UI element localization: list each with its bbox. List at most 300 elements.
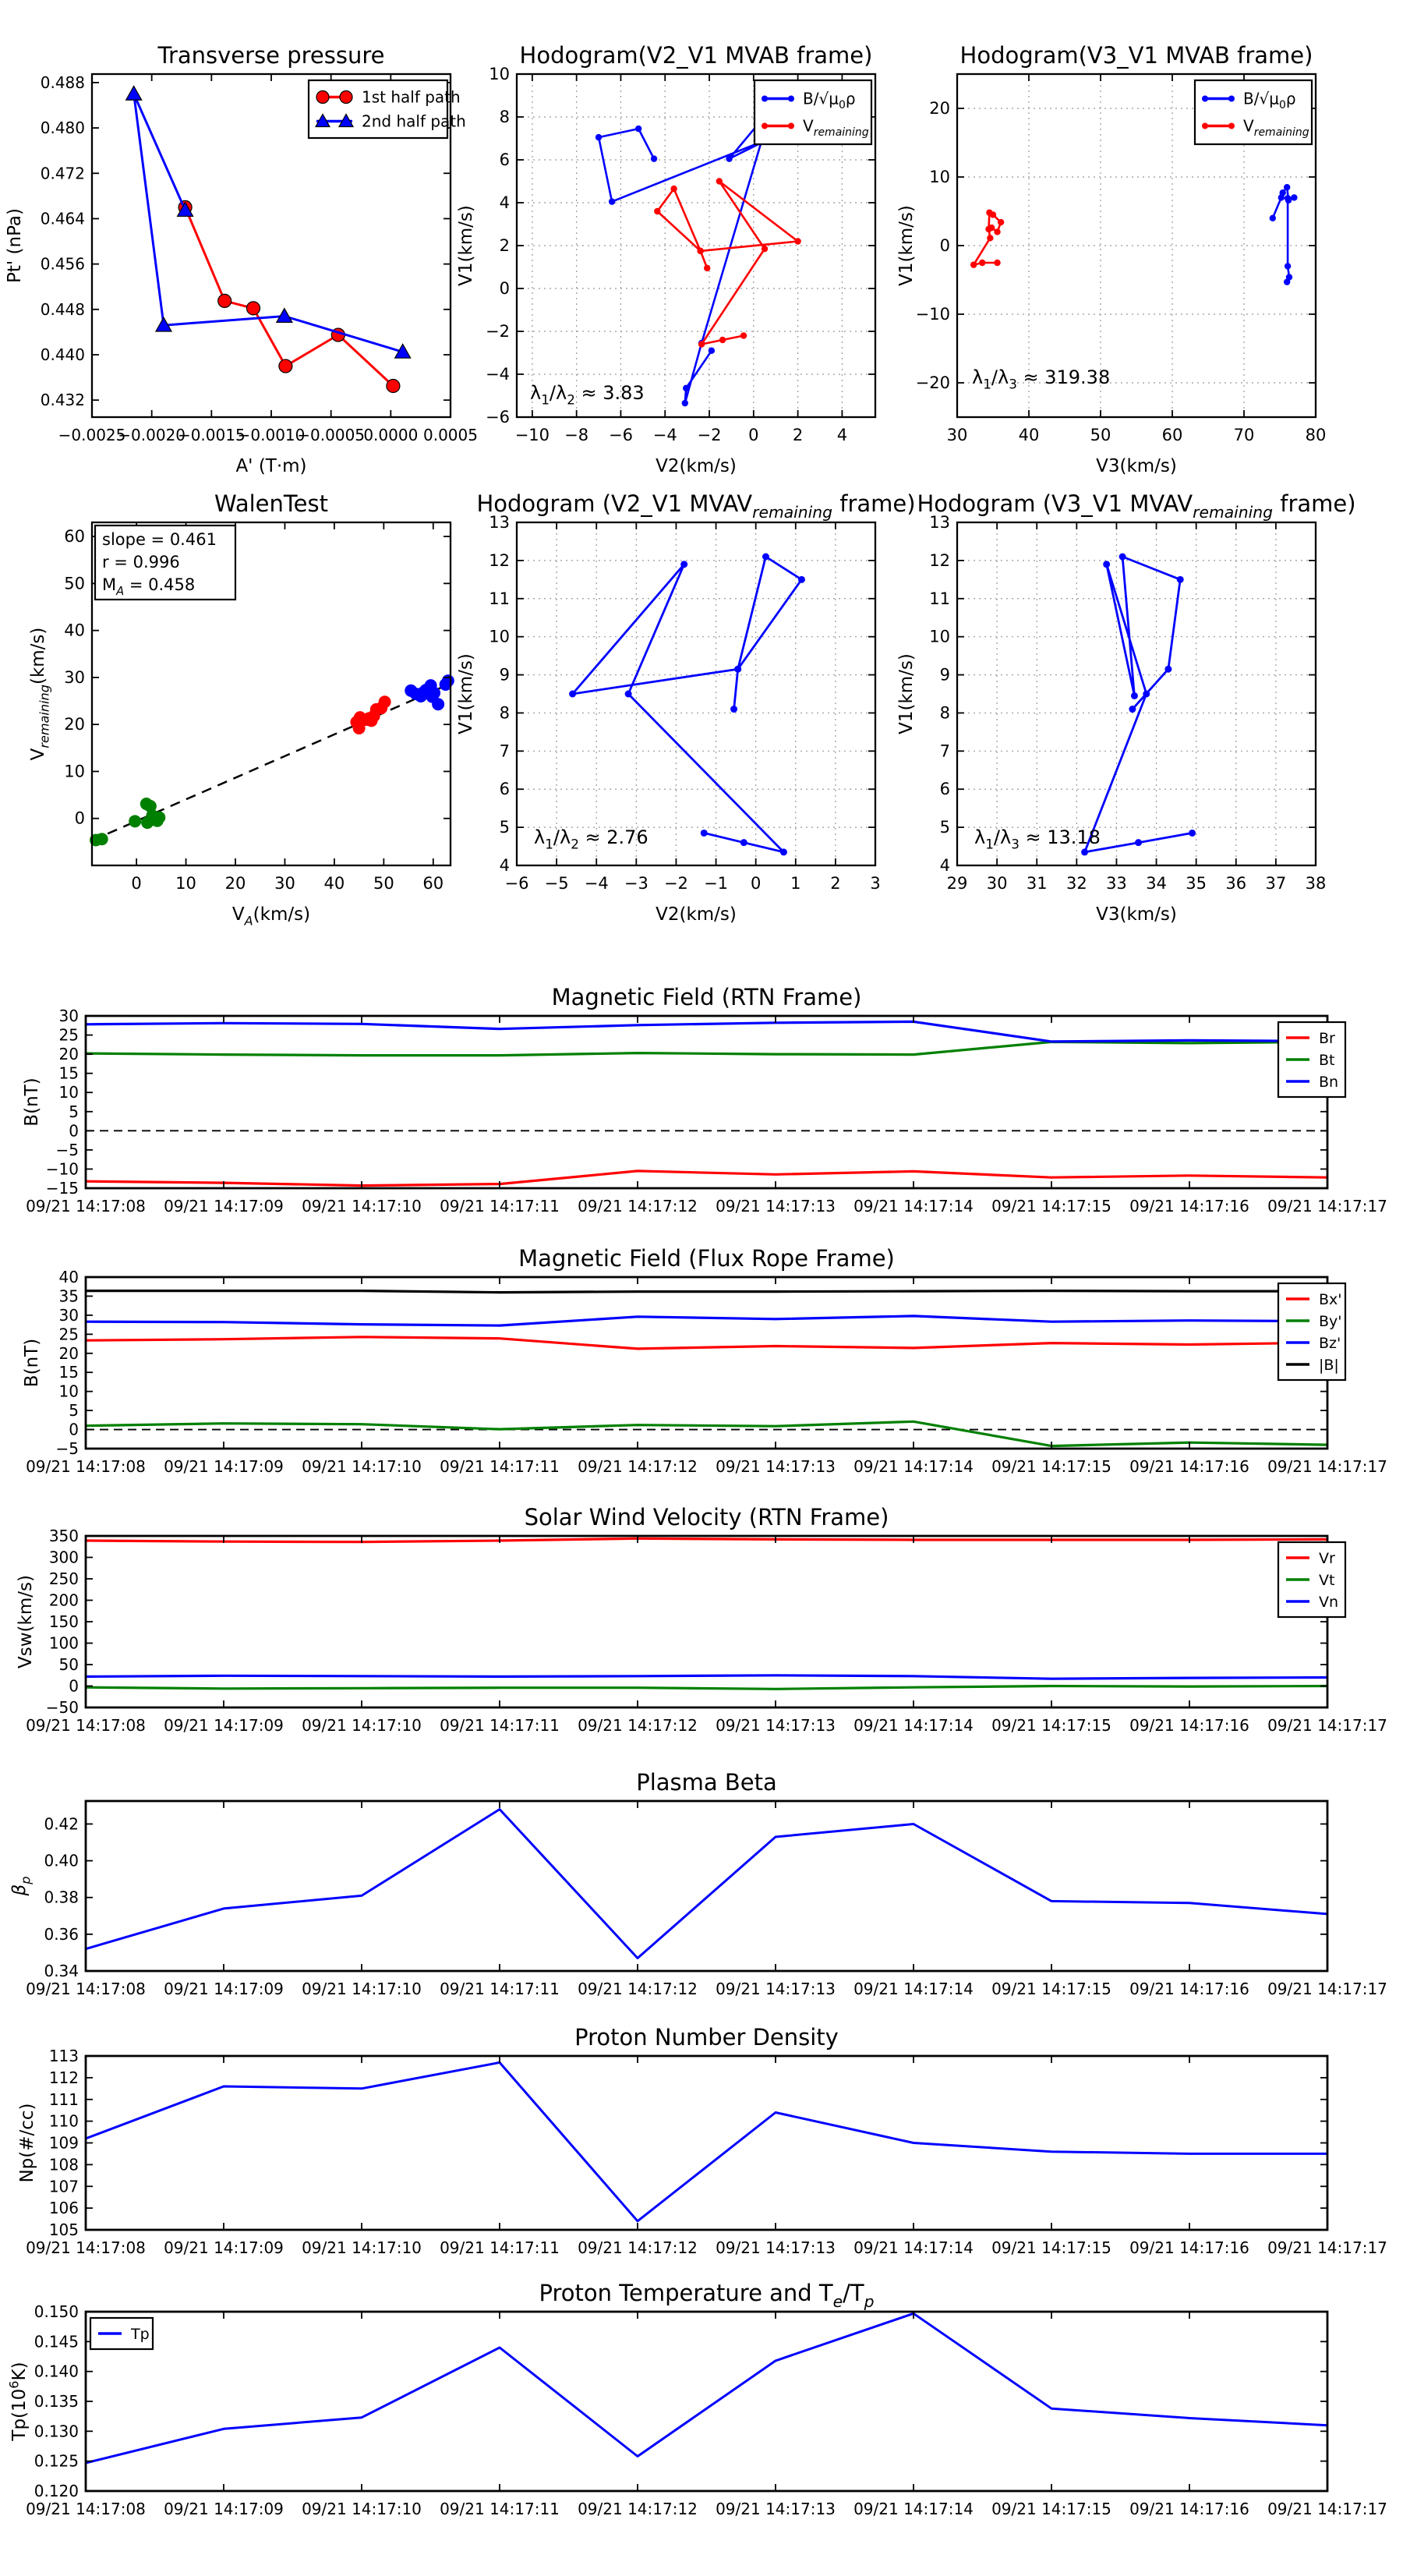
x-tick-label: −0.0005 — [297, 426, 366, 444]
x-tick-label: 09/21 14:17:17 — [1267, 2238, 1387, 2257]
plot-title: Transverse pressure — [157, 42, 385, 69]
point-marker — [651, 155, 657, 161]
magnetic-field-rtn-plot — [22, 984, 1387, 1215]
y-tick-label: 60 — [64, 527, 85, 547]
x-tick-label: −4 — [584, 874, 609, 893]
point-marker — [1279, 189, 1285, 196]
series-line — [86, 1021, 1327, 1042]
x-tick-label: 09/21 14:17:14 — [853, 1980, 974, 1998]
y-tick-label: 10 — [64, 762, 85, 781]
plot-title: Solar Wind Velocity (RTN Frame) — [524, 1504, 889, 1530]
x-tick-label: 09/21 14:17:12 — [578, 2500, 698, 2518]
legend-label: Bz' — [1319, 1335, 1341, 1352]
point-marker — [635, 126, 641, 132]
y-tick-label: 350 — [48, 1527, 79, 1545]
x-tick-label: 09/21 14:17:08 — [26, 1457, 146, 1476]
y-tick-label: 13 — [929, 513, 950, 532]
series-bz- — [86, 1316, 1327, 1325]
point-marker — [762, 123, 768, 129]
x-tick-label: 09/21 14:17:09 — [164, 2238, 284, 2257]
x-tick-label: 09/21 14:17:12 — [578, 1197, 698, 1215]
x-tick-label: −10 — [514, 426, 550, 444]
plot-title: Hodogram(V3_V1 MVAB frame) — [959, 42, 1313, 69]
point-marker — [316, 91, 329, 104]
x-tick-label: 09/21 14:17:15 — [991, 2500, 1111, 2518]
ticks — [86, 2312, 1327, 2491]
point-marker — [709, 348, 715, 354]
y-tick-label: 30 — [58, 1305, 79, 1325]
point-marker — [625, 691, 632, 698]
point-marker — [387, 380, 400, 393]
y-tick-label: 25 — [58, 1325, 79, 1344]
y-tick-label: 50 — [58, 1655, 79, 1674]
y-axis-label: Np(#/cc) — [17, 2103, 37, 2183]
y-tick-label: 200 — [48, 1591, 79, 1610]
y-tick-label: 6 — [939, 780, 950, 799]
y-tick-label: 0.488 — [40, 73, 85, 92]
annotation: $\lambda_1/\lambda_3 \approx 13.18$ — [974, 826, 1101, 852]
x-tick-label: 40 — [323, 874, 345, 893]
point-marker — [697, 248, 703, 254]
series-line — [86, 1337, 1327, 1349]
y-tick-label: 0.130 — [34, 2422, 79, 2441]
point-marker — [798, 576, 805, 583]
magnetic-field-fluxrope-plot — [22, 1245, 1387, 1476]
x-tick-label: −2 — [663, 874, 688, 893]
series-b-sqrt-mu0-rho- — [1270, 184, 1298, 285]
point-marker — [1131, 692, 1138, 699]
x-tick-label: 09/21 14:17:16 — [1129, 1980, 1249, 1998]
x-tick-label: −5 — [544, 874, 569, 893]
x-tick-label: 09/21 14:17:17 — [1267, 1980, 1387, 1998]
point-marker — [704, 265, 710, 271]
y-tick-label: 5 — [69, 1102, 79, 1121]
y-tick-label: 250 — [48, 1569, 79, 1588]
x-tick-label: 37 — [1265, 874, 1287, 893]
point-marker — [1228, 123, 1235, 129]
x-tick-label: 0 — [131, 874, 142, 893]
x-tick-label: 09/21 14:17:09 — [164, 1716, 284, 1735]
x-axis-label: V3(km/s) — [1096, 904, 1177, 925]
y-tick-label: 300 — [48, 1548, 79, 1567]
y-tick-label: 10 — [929, 627, 950, 646]
point-marker — [740, 839, 747, 846]
point-marker — [716, 178, 723, 184]
y-tick-label: −10 — [45, 1159, 79, 1179]
y-tick-label: 0.464 — [40, 209, 85, 228]
series-v-remaining — [970, 210, 1004, 268]
y-tick-label: 2 — [499, 236, 510, 255]
point-marker — [340, 91, 352, 104]
x-tick-label: 09/21 14:17:16 — [1129, 2500, 1249, 2518]
legend-label: Br — [1319, 1030, 1335, 1047]
y-tick-label: 108 — [48, 2155, 79, 2174]
x-tick-label: 60 — [1161, 426, 1183, 444]
x-tick-label: 60 — [422, 874, 444, 893]
x-tick-label: 09/21 14:17:13 — [716, 1980, 836, 1998]
y-tick-label: 0.125 — [34, 2451, 79, 2471]
ticks — [86, 2056, 1327, 2230]
y-tick-label: 15 — [58, 1363, 79, 1382]
point-marker — [1202, 123, 1208, 129]
y-tick-label: 11 — [489, 589, 510, 608]
series-vr — [86, 1538, 1327, 1541]
series--b- — [86, 1291, 1327, 1293]
y-tick-label: 0.472 — [40, 164, 85, 183]
y-tick-label: 10 — [929, 168, 950, 186]
y-tick-label: 6 — [499, 780, 510, 799]
x-tick-label: 2 — [792, 426, 804, 444]
point-marker — [734, 666, 741, 673]
y-tick-label: 20 — [929, 99, 950, 118]
y-tick-label: 0.480 — [40, 119, 85, 138]
x-tick-label: 34 — [1146, 874, 1167, 893]
annotation: $\lambda_1/\lambda_2 \approx 2.76$ — [534, 826, 648, 852]
point-marker — [218, 294, 231, 307]
plot-title: Magnetic Field (Flux Rope Frame) — [518, 1245, 895, 1272]
y-tick-label: 4 — [939, 856, 950, 875]
y-tick-label: 12 — [929, 550, 950, 570]
point-marker — [1129, 706, 1136, 713]
point-marker — [762, 96, 768, 102]
series-bx- — [86, 1337, 1327, 1349]
x-tick-label: 09/21 14:17:16 — [1129, 1716, 1249, 1735]
legend-label: Vr — [1319, 1550, 1335, 1567]
legend-label: $B/√\mu_0\rho$ — [1243, 89, 1296, 112]
y-tick-label: 0 — [74, 809, 85, 828]
y-tick-label: 0.120 — [34, 2482, 79, 2500]
y-tick-label: 20 — [64, 715, 85, 734]
x-tick-label: 0.0000 — [363, 426, 419, 444]
series-line — [86, 1316, 1327, 1325]
series-beta-p — [86, 1810, 1327, 1959]
x-tick-label: 3 — [870, 874, 881, 893]
y-tick-label: 5 — [939, 818, 950, 837]
y-tick-label: 0.36 — [44, 1924, 79, 1944]
series-vn — [86, 1675, 1327, 1679]
point-marker — [569, 691, 576, 698]
y-tick-label: 4 — [499, 856, 510, 875]
x-tick-label: 38 — [1305, 874, 1327, 893]
point-marker — [998, 219, 1004, 225]
y-axis-label: V1(km/s) — [896, 205, 917, 286]
x-axis-label: V2(km/s) — [656, 904, 737, 925]
y-tick-label: 0.456 — [40, 254, 85, 274]
x-tick-label: 33 — [1106, 874, 1127, 893]
x-tick-label: 0.0005 — [423, 426, 478, 444]
x-tick-label: 09/21 14:17:11 — [440, 1716, 560, 1735]
point-marker — [1285, 263, 1291, 269]
x-axis-label: A' (T·m) — [235, 456, 307, 476]
y-tick-label: 5 — [69, 1401, 79, 1421]
y-tick-label: 110 — [48, 2111, 79, 2131]
y-axis-label: Vsw(km/s) — [16, 1575, 36, 1668]
point-marker — [701, 830, 708, 837]
x-tick-label: 09/21 14:17:17 — [1267, 1197, 1387, 1215]
y-tick-label: 0.150 — [34, 2302, 79, 2321]
x-tick-label: 09/21 14:17:10 — [302, 2500, 422, 2518]
point-marker — [1202, 96, 1208, 102]
point-marker — [1177, 576, 1184, 583]
solar-wind-velocity-plot — [16, 1504, 1387, 1735]
y-tick-label: 0 — [69, 1676, 79, 1696]
point-marker — [730, 706, 737, 713]
plot-title: Hodogram(V2_V1 MVAB frame) — [519, 42, 873, 69]
y-tick-label: 0.34 — [44, 1962, 79, 1980]
y-tick-label: −5 — [55, 1140, 79, 1159]
y-tick-label: 8 — [939, 703, 950, 723]
point-marker — [1270, 215, 1276, 221]
y-axis-label: Pt' (nPa) — [5, 208, 25, 283]
point-marker — [609, 198, 615, 204]
y-tick-label: 30 — [64, 667, 85, 687]
x-tick-label: 09/21 14:17:08 — [26, 2500, 146, 2518]
x-tick-label: 09/21 14:17:13 — [716, 1716, 836, 1735]
y-tick-label: 40 — [64, 621, 85, 640]
triangle-marker — [277, 309, 292, 323]
walen-test-plot — [28, 490, 454, 928]
x-tick-label: 50 — [373, 874, 394, 893]
series-cluster-1 — [90, 798, 165, 846]
x-axis-label: V3(km/s) — [1096, 456, 1177, 476]
transverse-pressure-plot — [5, 42, 478, 476]
series-line — [573, 557, 802, 852]
point-marker — [1291, 194, 1297, 200]
x-tick-label: 09/21 14:17:11 — [440, 1457, 560, 1476]
legend-label: Bt — [1319, 1052, 1335, 1069]
y-tick-label: 20 — [58, 1343, 79, 1363]
y-tick-label: 7 — [499, 741, 510, 761]
y-tick-label: −15 — [45, 1179, 79, 1198]
y-tick-label: 8 — [499, 703, 510, 723]
point-marker — [1081, 848, 1088, 855]
y-tick-label: 50 — [64, 574, 85, 593]
series-b-sqrt-mu0-rho- — [595, 105, 775, 407]
y-tick-label: 105 — [48, 2220, 79, 2239]
series-line — [657, 182, 797, 345]
series-line — [86, 1171, 1327, 1186]
x-tick-label: 09/21 14:17:14 — [853, 1716, 974, 1735]
y-tick-label: 25 — [58, 1025, 79, 1045]
y-axis-label: $\beta_p$ — [9, 1876, 34, 1896]
x-tick-label: 09/21 14:17:14 — [853, 1457, 974, 1476]
point-marker — [247, 302, 260, 315]
x-tick-label: −0.0020 — [118, 426, 186, 444]
x-tick-label: −0.0025 — [58, 426, 126, 444]
y-tick-label: 0.42 — [44, 1814, 79, 1834]
point-marker — [979, 260, 985, 266]
x-tick-label: 09/21 14:17:15 — [991, 1197, 1111, 1215]
y-tick-label: −2 — [486, 322, 510, 341]
y-tick-label: 0 — [69, 1121, 79, 1141]
x-tick-label: 30 — [946, 426, 968, 444]
x-tick-label: 09/21 14:17:10 — [302, 2238, 422, 2257]
y-tick-label: 10 — [489, 65, 510, 83]
series-line — [86, 1538, 1327, 1541]
x-tick-label: 09/21 14:17:11 — [440, 1980, 560, 1998]
x-tick-label: 09/21 14:17:10 — [302, 1716, 422, 1735]
y-tick-label: −6 — [486, 408, 510, 426]
series-bn — [86, 1021, 1327, 1042]
x-tick-label: 50 — [1090, 426, 1111, 444]
point-marker — [1228, 96, 1235, 102]
x-tick-label: 0 — [748, 426, 759, 444]
y-axis-label: B(nT) — [22, 1077, 42, 1127]
legend-label: 1st half path — [362, 87, 461, 107]
point-marker — [428, 687, 440, 699]
plot-title: WalenTest — [214, 490, 328, 517]
x-tick-label: 10 — [175, 874, 196, 893]
point-marker — [279, 359, 292, 373]
x-tick-label: 09/21 14:17:09 — [164, 1197, 284, 1215]
x-tick-label: 09/21 14:17:12 — [578, 1980, 698, 1998]
triangle-marker — [126, 86, 142, 100]
series-np — [86, 2062, 1327, 2220]
y-tick-label: 0 — [939, 236, 950, 255]
y-tick-label: 150 — [48, 1612, 79, 1631]
x-tick-label: −1 — [704, 874, 729, 893]
x-tick-label: 20 — [224, 874, 246, 893]
plot-title: Proton Temperature and $T_e/T_p$ — [539, 2280, 875, 2312]
x-tick-label: −2 — [697, 426, 722, 444]
series-br — [86, 1171, 1327, 1186]
point-marker — [151, 815, 164, 827]
x-tick-label: 09/21 14:17:08 — [26, 2238, 146, 2257]
series-line — [86, 1042, 1327, 1055]
y-tick-label: 0.38 — [44, 1888, 79, 1907]
x-tick-label: 09/21 14:17:14 — [853, 2238, 974, 2257]
y-tick-label: 0 — [69, 1420, 79, 1439]
point-marker — [762, 246, 768, 252]
point-marker — [1189, 830, 1196, 837]
x-tick-label: −6 — [504, 874, 529, 893]
series-line — [86, 1810, 1327, 1959]
point-marker — [740, 332, 747, 338]
legend-label: Bx' — [1319, 1291, 1342, 1308]
proton-density-plot — [17, 2024, 1387, 2257]
series-line — [1085, 557, 1193, 852]
x-tick-label: 32 — [1066, 874, 1087, 893]
series-tp — [86, 2313, 1327, 2463]
point-marker — [990, 211, 996, 218]
legend-label: Vn — [1319, 1594, 1339, 1611]
point-marker — [1284, 278, 1290, 285]
legend-label: $V_{remaining}$ — [1243, 116, 1309, 140]
x-tick-label: 35 — [1186, 874, 1207, 893]
x-tick-label: 09/21 14:17:17 — [1267, 2500, 1387, 2518]
hodogram-v3v1-mvab-plot — [896, 42, 1326, 476]
legend-label: Tp — [131, 2326, 150, 2343]
y-tick-label: 6 — [499, 150, 510, 169]
point-marker — [682, 400, 688, 406]
x-tick-label: 09/21 14:17:17 — [1267, 1457, 1387, 1476]
x-tick-label: 09/21 14:17:10 — [302, 1980, 422, 1998]
x-tick-label: 09/21 14:17:12 — [578, 1716, 698, 1735]
series-v-remaining — [654, 178, 801, 347]
y-tick-label: 40 — [58, 1268, 79, 1286]
x-tick-label: 36 — [1225, 874, 1247, 893]
y-tick-label: 100 — [48, 1633, 79, 1653]
axes-frame — [86, 2056, 1327, 2230]
y-tick-label: 0.135 — [34, 2392, 79, 2411]
annotation: $\lambda_1/\lambda_3 \approx 319.38$ — [972, 366, 1111, 392]
x-tick-label: 30 — [986, 874, 1008, 893]
y-tick-label: 35 — [58, 1286, 79, 1306]
x-tick-label: 09/21 14:17:12 — [578, 2238, 698, 2257]
legend-label: $V_{remaining}$ — [803, 116, 869, 140]
x-tick-label: 09/21 14:17:13 — [716, 1197, 836, 1215]
point-marker — [1284, 184, 1290, 190]
series-line — [86, 1291, 1327, 1293]
series-line — [86, 1675, 1327, 1679]
y-tick-label: 0.448 — [40, 299, 85, 319]
series-line — [86, 2062, 1327, 2220]
plot-title: Hodogram (V2_V1 $MVAV_{remaining}$ frame) — [476, 490, 916, 522]
point-marker — [788, 96, 794, 102]
plot-title: Proton Number Density — [574, 2024, 839, 2051]
y-axis-label: V1(km/s) — [456, 653, 476, 734]
x-tick-label: 09/21 14:17:10 — [302, 1197, 422, 1215]
series-line — [86, 1686, 1327, 1690]
point-marker — [1103, 561, 1110, 568]
x-tick-label: 0 — [750, 874, 762, 893]
x-tick-label: 09/21 14:17:11 — [440, 2500, 560, 2518]
y-tick-label: 10 — [489, 627, 510, 646]
y-tick-label: 7 — [939, 741, 950, 761]
plasma-beta-plot — [9, 1769, 1387, 1998]
point-marker — [379, 695, 391, 708]
x-tick-label: 1 — [790, 874, 801, 893]
point-marker — [1164, 666, 1172, 673]
plot-title: Plasma Beta — [636, 1769, 777, 1796]
point-marker — [683, 385, 689, 391]
legend-label: |B| — [1319, 1357, 1339, 1374]
point-marker — [719, 337, 726, 343]
x-tick-label: −6 — [608, 426, 633, 444]
y-tick-label: 0 — [499, 279, 510, 298]
point-marker — [994, 260, 1000, 266]
hodogram-v3v1-mvav-plot — [896, 490, 1356, 925]
x-tick-label: −0.0010 — [237, 426, 306, 444]
y-axis-label: $V_{remaining}(km/s)$ — [28, 627, 52, 761]
stats-line: slope = 0.461 — [102, 530, 217, 549]
series-cluster-3 — [405, 674, 454, 710]
legend-label: Vt — [1319, 1572, 1335, 1589]
x-tick-label: 09/21 14:17:14 — [853, 2500, 974, 2518]
y-tick-label: 9 — [939, 665, 950, 685]
y-tick-label: 8 — [499, 108, 510, 126]
point-marker — [970, 261, 977, 267]
x-tick-label: 09/21 14:17:15 — [991, 1980, 1111, 1998]
point-marker — [432, 698, 444, 710]
y-tick-label: 5 — [499, 818, 510, 837]
x-tick-label: 2 — [830, 874, 841, 893]
legend-label: Bn — [1319, 1074, 1339, 1091]
y-tick-label: 107 — [48, 2177, 79, 2196]
y-tick-label: −5 — [55, 1439, 79, 1458]
point-marker — [654, 208, 660, 214]
y-tick-label: 0.440 — [40, 345, 85, 364]
x-tick-label: −4 — [652, 426, 677, 444]
x-axis-label: V2(km/s) — [656, 456, 737, 476]
x-tick-label: 09/21 14:17:10 — [302, 1457, 422, 1476]
y-tick-label: 9 — [499, 665, 510, 685]
point-marker — [994, 228, 1000, 235]
y-tick-label: −10 — [915, 305, 950, 324]
y-tick-label: 12 — [489, 550, 510, 570]
y-tick-label: 113 — [48, 2047, 79, 2065]
x-tick-label: 09/21 14:17:13 — [716, 1457, 836, 1476]
